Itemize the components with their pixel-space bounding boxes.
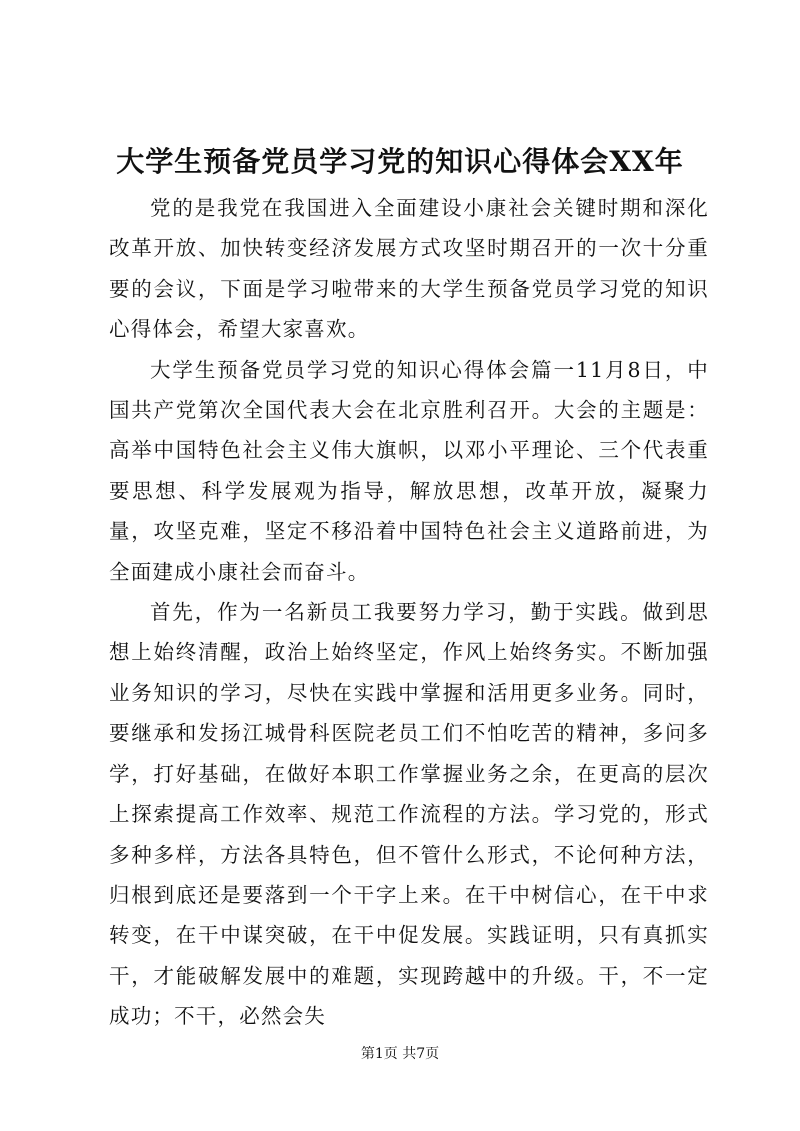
paragraph-article-one: 大学生预备党员学习党的知识心得体会篇一11月8日，中国共产党第次全国代表大会在北京胜利召开。大会的主题是：高举中国特色社会主义伟大旗帜，以邓小平理论、三个代表重要思想、科学发展观为指导，解放思想，改革开放，凝聚力量，攻坚克难，坚定不移沿着中国特色社会主义道路前进，为全面建成小康社会而奋斗。 <box>109 357 709 584</box>
document-body <box>109 188 709 1037</box>
paragraph-first-point: 首先，作为一名新员工我要努力学习，勤于实践。做到思想上始终清醒，政治上始终坚定，作风上始终务实。不断加强业务知识的学习，尽快在实践中掌握和活用更多业务。同时，要继承和发扬江城骨科医院老员工们不怕吃苦的精神，多问多学，打好基础，在做好本职工作掌握业务之余，在更高的层次上探索提高工作效率、规范工作流程的方法。学习党的，形式多种多样，方法各具特色，但不管什么形式，不论何种方法，归根到底还是要落到一个干字上来。在干中树信心，在干中求转变，在干中谋突破，在干中促发展。实践证明，只有真抓实干，才能破解发展中的难题，实现跨越中的升级。干，不一定成功；不干，必然会失 <box>109 600 709 1029</box>
page-number-footer: 第1页 共7页 <box>360 1046 440 1062</box>
document-title: 大学生预备党员学习党的知识心得体会XX年 <box>116 145 684 178</box>
paragraph-intro: 党的是我党在我国进入全面建设小康社会关键时期和深化改革开放、加快转变经济发展方式攻坚时期召开的一次十分重要的会议，下面是学习啦带来的大学生预备党员学习党的知识心得体会，希望大家喜欢。 <box>109 196 709 342</box>
